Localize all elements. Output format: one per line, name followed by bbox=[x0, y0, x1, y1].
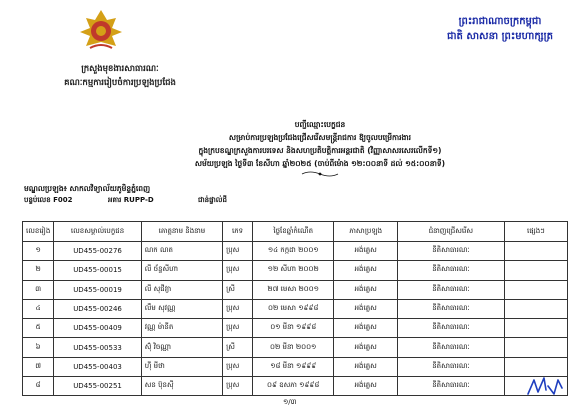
table-row bbox=[23, 319, 568, 338]
cell-language: អង់គ្លេស bbox=[334, 319, 398, 338]
cell-major: នីតិសាធារណៈ bbox=[397, 299, 504, 318]
cell-name: សន ប៊ុនស៊ី bbox=[141, 377, 222, 396]
cell-no: ៨ bbox=[23, 377, 54, 396]
cell-no: ៦ bbox=[23, 338, 54, 357]
cell-major: នីតិសាធារណៈ bbox=[397, 357, 504, 376]
cell-sex: ស្រី bbox=[223, 338, 253, 357]
document-title bbox=[130, 118, 510, 178]
cell-dob: ០២ មេសា ១៩៩៨ bbox=[252, 299, 334, 318]
title-line-1: បញ្ជីឈ្មោះបេក្ខជន bbox=[294, 120, 346, 129]
cell-sex: ប្រុស bbox=[223, 377, 253, 396]
cell-dob: ០២ មីនា ២០០១ bbox=[252, 338, 334, 357]
ornament-divider-icon bbox=[300, 170, 340, 178]
cell-other bbox=[504, 242, 567, 261]
cell-major: នីតិសាធារណៈ bbox=[397, 280, 504, 299]
ministry-header bbox=[20, 62, 220, 90]
room-code: បន្ទប់លេខ F002 bbox=[24, 196, 73, 204]
table-row bbox=[23, 242, 568, 261]
cell-language: អង់គ្លេស bbox=[334, 299, 398, 318]
cell-language: អង់គ្លេស bbox=[334, 242, 398, 261]
cell-name: លី ច័ន្ទសីហា bbox=[141, 261, 222, 280]
col-header-sex: ភេទ bbox=[223, 222, 253, 242]
floor: ជាន់ផ្ទាល់ដី bbox=[198, 196, 227, 204]
cell-no: ១ bbox=[23, 242, 54, 261]
kingdom-line-1: ព្រះរាជាណាចក្រកម្ពុជា bbox=[458, 16, 542, 27]
cell-dob: ០៩ ឧសភា ១៩៩៨ bbox=[252, 377, 334, 396]
committee-name: គណៈកម្មការរៀបចំការប្រឡងប្រជែង bbox=[64, 78, 176, 88]
cell-dob: ១៨ មីនា ១៩៩៩ bbox=[252, 357, 334, 376]
cell-sex: ប្រុស bbox=[223, 299, 253, 318]
cell-id: UD455-00015 bbox=[54, 261, 141, 280]
table-header-row bbox=[23, 222, 568, 242]
cell-no: ៣ bbox=[23, 280, 54, 299]
cell-name: ស៊ុំ វិចណ្ណា bbox=[141, 338, 222, 357]
cell-id: UD455-00246 bbox=[54, 299, 141, 318]
cell-no: ៤ bbox=[23, 299, 54, 318]
candidate-table bbox=[22, 221, 568, 396]
cell-dob: ១៤ កក្កដា ២០០១ bbox=[252, 242, 334, 261]
cell-other bbox=[504, 299, 567, 318]
table-row bbox=[23, 299, 568, 318]
table-row bbox=[23, 338, 568, 357]
cell-name: លឹម សុវណ្ណ bbox=[141, 299, 222, 318]
cell-sex: ប្រុស bbox=[223, 261, 253, 280]
cell-language: អង់គ្លេស bbox=[334, 357, 398, 376]
cell-dob: ២៧ មេសា ២០០១ bbox=[252, 280, 334, 299]
kingdom-motto bbox=[440, 14, 560, 44]
cell-major: នីតិសាធារណៈ bbox=[397, 319, 504, 338]
col-header-other: ផ្សេងៗ bbox=[504, 222, 567, 242]
title-line-3: ក្នុងក្របខណ្ឌក្រសួងការបរទេស និងសហប្រតិបត្តិការអន្តរជាតិ (វិញ្ញាសាសរសេរលើកទី១) bbox=[198, 146, 442, 155]
cell-id: UD455-00533 bbox=[54, 338, 141, 357]
cell-sex: ប្រុស bbox=[223, 319, 253, 338]
cell-dob: ១២ សីហា ២០០២ bbox=[252, 261, 334, 280]
col-header-no: លេខរៀង bbox=[23, 222, 54, 242]
cell-other bbox=[504, 280, 567, 299]
col-header-major: ជំនាញជ្រើសរើស bbox=[397, 222, 504, 242]
table-row bbox=[23, 377, 568, 396]
exam-center: មណ្ឌលប្រឡង៖ សាកលវិទ្យាល័យភូមិន្ទភ្នំពេញ bbox=[24, 184, 151, 193]
table-row bbox=[23, 261, 568, 280]
cell-id: UD455-00251 bbox=[54, 377, 141, 396]
table-row bbox=[23, 357, 568, 376]
cell-major: នីតិសាធារណៈ bbox=[397, 377, 504, 396]
cell-major: នីតិសាធារណៈ bbox=[397, 261, 504, 280]
cell-language: អង់គ្លេស bbox=[334, 280, 398, 299]
cell-no: ៥ bbox=[23, 319, 54, 338]
col-header-language: ភាសាប្រឡង bbox=[334, 222, 398, 242]
building: អគារ RUPP-D bbox=[108, 196, 154, 204]
cell-id: UD455-00403 bbox=[54, 357, 141, 376]
cell-name: វណ្ណ ម៉ានីត bbox=[141, 319, 222, 338]
col-header-id: លេខសម្គាល់បេក្ខជន bbox=[54, 222, 141, 242]
cell-dob: ០១ មីនា ១៩៩៨ bbox=[252, 319, 334, 338]
cell-major: នីតិសាធារណៈ bbox=[397, 338, 504, 357]
col-header-name: គោត្តនាម និងនាម bbox=[141, 222, 222, 242]
cell-no: ៧ bbox=[23, 357, 54, 376]
cell-sex: ស្រី bbox=[223, 280, 253, 299]
cell-name: លី សុជីវ្យា bbox=[141, 280, 222, 299]
cell-id: UD455-00409 bbox=[54, 319, 141, 338]
cell-name: ណក ណត bbox=[141, 242, 222, 261]
cell-no: ២ bbox=[23, 261, 54, 280]
signature-icon bbox=[526, 374, 566, 398]
cell-other bbox=[504, 261, 567, 280]
cell-other bbox=[504, 319, 567, 338]
cell-id: UD455-00019 bbox=[54, 280, 141, 299]
cell-sex: ប្រុស bbox=[223, 242, 253, 261]
page-number: ១/៣ bbox=[283, 398, 297, 406]
cell-major: នីតិសាធារណៈ bbox=[397, 242, 504, 261]
kingdom-line-2: ជាតិ សាសនា ព្រះមហាក្សត្រ bbox=[447, 31, 553, 42]
title-line-4: សម័យប្រឡង ថ្ងៃទី៣ ខែសីហា ឆ្នាំ២០២៥ (ចាប់ពីម៉ោង ១២:០០នាទី ដល់ ១៥:០០នាទី) bbox=[194, 159, 446, 168]
cell-name: ហ៊ី មីថា bbox=[141, 357, 222, 376]
ministry-emblem-icon bbox=[76, 8, 126, 52]
ministry-name: ក្រសួងមុខងារសាធារណៈ bbox=[81, 64, 159, 74]
room-info bbox=[24, 196, 227, 206]
cell-id: UD455-00276 bbox=[54, 242, 141, 261]
cell-language: អង់គ្លេស bbox=[334, 261, 398, 280]
col-header-dob: ថ្ងៃខែឆ្នាំកំណើត bbox=[252, 222, 334, 242]
cell-language: អង់គ្លេស bbox=[334, 377, 398, 396]
cell-language: អង់គ្លេស bbox=[334, 338, 398, 357]
title-line-2: សម្រាប់ការប្រឡងប្រជែងជ្រើសរើសមន្ត្រីរាជការ ឱ្យចូលបម្រើការងារ bbox=[228, 133, 412, 142]
cell-other bbox=[504, 338, 567, 357]
table-row bbox=[23, 280, 568, 299]
cell-sex: ប្រុស bbox=[223, 357, 253, 376]
